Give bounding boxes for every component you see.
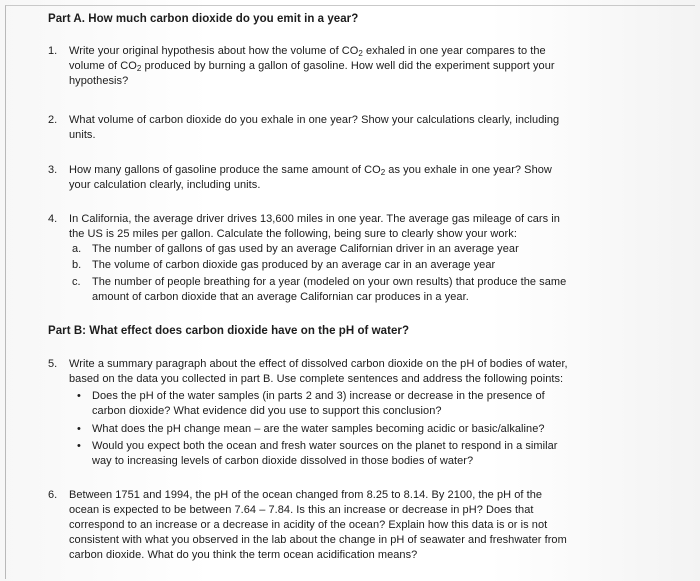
q4c-label: c. (72, 276, 81, 288)
q5-bullet1-line1: Does the pH of the water samples (in parts 2 and 3) increase or decrease in the presence of (92, 390, 545, 402)
q6-line5: carbon dioxide. What do you think the term ocean acidification means? (69, 549, 418, 561)
q5-bullet3-line1: Would you expect both the ocean and fresh water sources on the planet to respond in a similar (92, 440, 558, 452)
q6-number: 6. (48, 489, 58, 501)
q3-line1: How many gallons of gasoline produce the same amount of $CO_2$ as you exhale in one year? Show (69, 164, 552, 177)
q3-line2: your calculation clearly, including units. (69, 179, 261, 191)
q2-line2: units. (69, 129, 96, 141)
bullet-icon: • (77, 390, 81, 402)
q6-line4: consistent with what you observed in the lab about the change in pH of seawater and freshwater from (69, 534, 567, 546)
q4-line1: In California, the average driver drives 13,600 miles in one year. The average gas mileage of cars in (69, 213, 560, 225)
q5-bullet1-line2: carbon dioxide? What evidence did you use to support this conclusion? (92, 405, 442, 417)
q5-number: 5. (48, 358, 58, 370)
q4c-line1: The number of people breathing for a year (modeled on your own results) that produce the same (92, 276, 567, 288)
q6-line3: correspond to an increase or a decrease in acidity of the ocean? Explain how this data is or is not (69, 519, 548, 531)
q4-number: 4. (48, 213, 58, 225)
q6-line1: Between 1751 and 1994, the pH of the ocean changed from 8.25 to 8.14. By 2100, the pH of the (69, 489, 543, 501)
q2-line1: What volume of carbon dioxide do you exhale in one year? Show your calculations clearly, including (69, 114, 560, 126)
bullet-icon: • (77, 423, 81, 435)
q3-number: 3. (48, 164, 58, 176)
part-b-title: Part B: What effect does carbon dioxide have on the pH of water? (48, 325, 410, 337)
q1-number: 1. (48, 45, 58, 57)
q1-line2: volume of $CO_2$ produced by burning a gallon of gasoline. How well did the experiment support your (69, 60, 555, 73)
q1-line1: Write your original hypothesis about how the volume of $CO_2$ exhaled in one year compares to the (69, 45, 546, 58)
q4a-text: The number of gallons of gas used by an average Californian driver in an average year (92, 243, 519, 255)
q5-bullet3-line2: way to increasing levels of carbon dioxide dissolved in those bodies of water? (92, 455, 474, 467)
q4c-line2: amount of carbon dioxide that an average Californian car produces in a year. (92, 291, 469, 303)
bullet-icon: • (77, 440, 81, 452)
q4-line2: the US is 25 miles per gallon. Calculate the following, being sure to clearly show your work: (69, 228, 517, 240)
q4b-text: The volume of carbon dioxide gas produced by an average car in an average year (92, 259, 496, 271)
part-a-title: Part A. How much carbon dioxide do you emit in a year? (48, 13, 359, 25)
q5-line2: based on the data you collected in part B. Use complete sentences and address the following points: (69, 373, 564, 385)
q4a-label: a. (72, 243, 82, 255)
q5-line1: Write a summary paragraph about the effect of dissolved carbon dioxide on the pH of bodies of water, (69, 358, 568, 370)
q4b-label: b. (72, 259, 82, 271)
q5-bullet2-line1: What does the pH change mean – are the water samples becoming acidic or basic/alkaline? (92, 423, 545, 435)
q2-number: 2. (48, 114, 58, 126)
q6-line2: ocean is expected to be between 7.64 – 7.84. Is this an increase or decrease in pH? Does that (69, 504, 534, 516)
q1-line3: hypothesis? (69, 75, 129, 87)
